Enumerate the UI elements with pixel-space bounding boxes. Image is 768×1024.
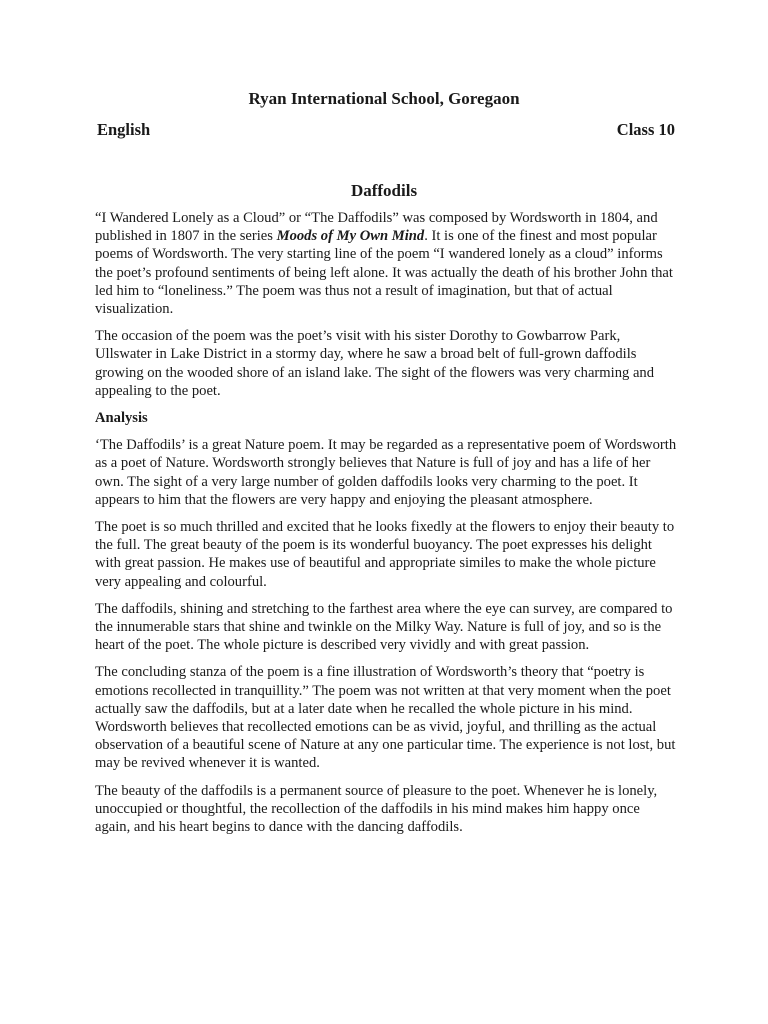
analysis-paragraph-2: The poet is so much thrilled and excited that he looks fixedly at the flowers to enjoy their beauty to the full. The great beauty of the poem is its wonderful buoyancy. The poet expresses his delight with great passion. He makes use of beautiful and appropriate similes to make the whole picture very appealing and colourful. (95, 519, 675, 590)
series-title: Moods of My Own Mind (276, 228, 425, 245)
intro-paragraph-1-end: . It is one of the finest and most popular poems of Wordsworth. The very starting line of the poem “I wandered lonely as a cloud” informs the poet’s profound sentiments of being left alone. It was actually the death of his brother John that led him to “loneliness.” The poem was thus not a result of imagination, but that of actual visualization. (95, 228, 673, 318)
document-title: Daffodils (350, 181, 418, 200)
intro-paragraph-1 (95, 209, 677, 318)
subject-label: English (97, 120, 151, 139)
analysis-paragraph-5: The beauty of the daffodils is a permanent source of pleasure to the poet. Whenever he is lonely, unoccupied or thoughtful, the recollection of the daffodils in his mind makes him happy once again, and his heart begins to dance with the dancing daffodils. (95, 782, 658, 836)
analysis-paragraph-4: The concluding stanza of the poem is a fine illustration of Wordsworth’s theory that “poetry is emotions recollected in tranquillity.” The poem was not written at that very moment when the poet actually saw the daffodils, but at a later date when he recalled the whole picture in his mind. Wordsworth believes that recollected emotions can be as vivid, joyful, and thrilling as the actual observation of a beautiful scene of Nature at any one particular time. The experience is not lost, but may be revived whenever it is wanted. (95, 664, 676, 772)
class-label: Class 10 (616, 120, 675, 139)
intro-paragraph-1-start: “I Wandered Lonely as a Cloud” or “The Daffodils” was composed by Wordsworth in 1804, and published in 1807 in the series (95, 210, 658, 245)
analysis-heading: Analysis (95, 410, 148, 427)
intro-paragraph-2: The occasion of the poem was the poet’s visit with his sister Dorothy to Gowbarrow Park, Ullswater in Lake District in a stormy day, where he saw a broad belt of full-grown daffodils growing on the wooded shore of an island lake. The sight of the flowers was very charming and appealing to the poet. (95, 328, 655, 399)
subject-class-row (97, 119, 675, 141)
school-title: Ryan International School, Goregaon (248, 89, 520, 108)
document-body (95, 209, 677, 845)
analysis-paragraph-1: ‘The Daffodils’ is a great Nature poem. It may be regarded as a representative poem of Wordsworth as a poet of Nature. Wordsworth strongly believes that Nature is full of joy and has a life of her own. The sight of a very large number of golden daffodils looks very charming to the poet. It appears to him that the flowers are very happy and enjoying the pleasant atmosphere. (95, 437, 677, 508)
analysis-paragraph-3: The daffodils, shining and stretching to the farthest area where the eye can survey, are compared to the innumerable stars that shine and twinkle on the Milky Way. Nature is full of joy, and so is the heart of the poet. The whole picture is described very vividly and with great passion. (95, 600, 673, 654)
